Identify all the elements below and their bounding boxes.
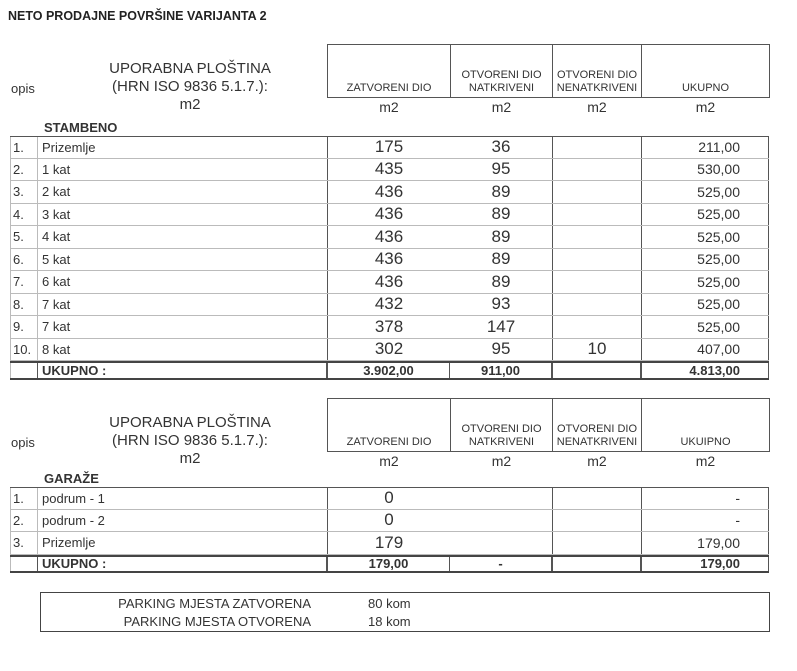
cell-nenatkriveni — [552, 557, 641, 572]
row-number: 1. — [10, 488, 38, 509]
row-label: 7 kat — [42, 296, 71, 312]
cell-zatvoreni: 3.902,00 — [327, 363, 450, 378]
row-label: 7 kat — [42, 319, 71, 335]
document-title: NETO PRODAJNE POVRŠINE VARIJANTA 2 — [8, 9, 267, 23]
col-header-ukupno — [641, 44, 770, 98]
row-number: 1. — [10, 137, 38, 158]
parking-closed-label: PARKING MJESTA ZATVORENA — [118, 596, 311, 611]
row-number: 8. — [10, 294, 38, 316]
header-left-unit: m2 — [179, 96, 201, 113]
unit-nenatkriveni: m2 — [587, 99, 607, 115]
cell-nenatkriveni — [552, 510, 641, 532]
row-number: 6. — [10, 249, 38, 271]
col-header-nenatkriveni — [552, 398, 642, 452]
cell-ukupno: 211,00 — [641, 137, 769, 158]
cell-nenatkriveni — [552, 226, 641, 248]
cell-zatvoreni: 435 — [327, 159, 450, 181]
cell-zatvoreni: 302 — [327, 339, 450, 361]
header-left — [80, 60, 300, 114]
row-number: 10. — [10, 339, 38, 361]
cell-nenatkriveni — [552, 294, 641, 316]
opis-label: opis — [11, 435, 35, 450]
unit-natkriveni: m2 — [491, 99, 512, 115]
cell-nenatkriveni — [552, 204, 641, 226]
parking-box — [40, 592, 770, 632]
cell-ukupno: 525,00 — [641, 294, 769, 316]
cell-natkriveni — [450, 532, 552, 554]
header-left — [80, 414, 300, 468]
cell-natkriveni: 147 — [486, 316, 516, 336]
total-row — [10, 361, 769, 380]
cell-natkriveni — [450, 488, 552, 509]
col-header-nenatkriveni-text: OTVORENI DIO NENATKRIVENI — [556, 69, 638, 94]
cell-natkriveni — [450, 510, 552, 532]
col-header-zatvoreni — [327, 398, 451, 452]
unit-nenatkriveni: m2 — [587, 453, 607, 469]
header-left-line2: (HRN ISO 9836 5.1.7.): — [112, 432, 268, 449]
row-number: 2. — [10, 510, 38, 532]
row-label: 3 kat — [42, 206, 71, 222]
row-number: 3. — [10, 181, 38, 203]
header-left-line1: UPORABNA PLOŠTINA — [109, 60, 271, 77]
cell-ukupno: 179,00 — [641, 557, 769, 572]
cell-zatvoreni: 378 — [327, 316, 450, 338]
cell-nenatkriveni — [552, 316, 641, 338]
header-left-line1: UPORABNA PLOŠTINA — [109, 414, 271, 431]
col-header-nenatkriveni-text: OTVORENI DIO NENATKRIVENI — [556, 423, 638, 448]
row-label: Prizemlje — [42, 139, 96, 155]
col-header-natkriveni — [450, 398, 553, 452]
row-label: podrum - 2 — [42, 512, 105, 528]
table-row — [10, 204, 769, 227]
cell-zatvoreni: 175 — [327, 137, 450, 158]
cell-zatvoreni: 0 — [327, 510, 450, 532]
total-row — [10, 555, 769, 574]
table-row — [10, 271, 769, 294]
cell-natkriveni: 911,00 — [450, 363, 552, 378]
unit-ukupno: m2 — [695, 453, 716, 469]
parking-open-value: 18 kom — [368, 614, 411, 629]
cell-zatvoreni: 436 — [327, 249, 450, 271]
table-row — [10, 339, 769, 362]
col-header-natkriveni — [450, 44, 553, 98]
cell-zatvoreni: 436 — [327, 226, 450, 248]
cell-zatvoreni: 0 — [327, 488, 450, 509]
cell-zatvoreni: 432 — [327, 294, 450, 316]
cell-zatvoreni: 179,00 — [327, 557, 450, 572]
cell-ukupno: - — [641, 488, 769, 509]
cell-natkriveni: 89 — [491, 249, 511, 269]
table-row — [10, 510, 769, 533]
col-header-ukupno-text: UKUPNO — [681, 82, 730, 94]
header-left-unit: m2 — [179, 450, 201, 467]
table-row — [10, 294, 769, 317]
row-label: 8 kat — [42, 341, 71, 357]
table-row — [10, 532, 769, 555]
unit-zatvoreni: m2 — [379, 453, 399, 469]
cell-natkriveni: 95 — [491, 339, 511, 359]
row-number: 3. — [10, 532, 38, 554]
cell-zatvoreni: 436 — [327, 204, 450, 226]
table-row — [10, 316, 769, 339]
row-label: 1 kat — [42, 161, 71, 177]
row-label: podrum - 1 — [42, 490, 105, 506]
header-left-line2: (HRN ISO 9836 5.1.7.): — [112, 78, 268, 95]
row-label: UKUPNO : — [38, 363, 327, 378]
col-header-zatvoreni-text: ZATVORENI DIO — [346, 436, 432, 448]
cell-natkriveni: 93 — [491, 294, 511, 314]
opis-label: opis — [11, 81, 35, 96]
table-row — [10, 181, 769, 204]
unit-natkriveni: m2 — [491, 453, 512, 469]
table-row — [10, 487, 769, 510]
cell-zatvoreni: 179 — [327, 532, 450, 554]
unit-zatvoreni: m2 — [379, 99, 399, 115]
row-number: 9. — [10, 316, 38, 338]
table-row — [10, 226, 769, 249]
cell-ukupno: 525,00 — [641, 181, 769, 203]
cell-ukupno: 530,00 — [641, 159, 769, 181]
cell-zatvoreni: 436 — [327, 271, 450, 293]
section-label: STAMBENO — [44, 120, 118, 135]
cell-zatvoreni: 436 — [327, 181, 450, 203]
cell-nenatkriveni — [552, 363, 641, 378]
row-number: 5. — [10, 226, 38, 248]
cell-nenatkriveni — [552, 271, 641, 293]
cell-natkriveni: 36 — [491, 137, 511, 157]
cell-nenatkriveni: 10 — [552, 339, 641, 361]
cell-nenatkriveni — [552, 159, 641, 181]
cell-ukupno: 179,00 — [641, 532, 769, 554]
cell-natkriveni: 89 — [491, 271, 511, 291]
col-header-zatvoreni-text: ZATVORENI DIO — [346, 82, 432, 94]
cell-ukupno: 525,00 — [641, 204, 769, 226]
cell-nenatkriveni — [552, 532, 641, 554]
row-number — [10, 557, 38, 572]
cell-ukupno: 525,00 — [641, 226, 769, 248]
cell-natkriveni: 89 — [491, 181, 511, 201]
parking-open-label: PARKING MJESTA OTVORENA — [123, 614, 311, 629]
cell-natkriveni: - — [450, 557, 552, 572]
cell-nenatkriveni — [552, 137, 641, 158]
col-header-nenatkriveni — [552, 44, 642, 98]
col-header-zatvoreni — [327, 44, 451, 98]
cell-ukupno: 525,00 — [641, 316, 769, 338]
table-row — [10, 249, 769, 272]
col-header-ukupno — [641, 398, 770, 452]
row-number — [10, 363, 38, 378]
cell-natkriveni: 95 — [491, 159, 511, 179]
cell-ukupno: - — [641, 510, 769, 532]
cell-ukupno: 407,00 — [641, 339, 769, 361]
col-header-ukupno-text: UKUIPNO — [680, 436, 731, 448]
cell-natkriveni: 89 — [491, 226, 511, 246]
cell-ukupno: 525,00 — [641, 249, 769, 271]
row-label: 6 kat — [42, 274, 71, 290]
cell-nenatkriveni — [552, 249, 641, 271]
row-number: 2. — [10, 159, 38, 181]
row-label: 2 kat — [42, 184, 71, 200]
row-number: 4. — [10, 204, 38, 226]
cell-nenatkriveni — [552, 488, 641, 509]
cell-ukupno: 525,00 — [641, 271, 769, 293]
cell-ukupno: 4.813,00 — [641, 363, 769, 378]
row-label: 5 kat — [42, 251, 71, 267]
unit-ukupno: m2 — [695, 99, 716, 115]
row-number: 7. — [10, 271, 38, 293]
col-header-natkriveni-text: OTVORENI DIO NATKRIVENI — [461, 423, 542, 448]
cell-nenatkriveni — [552, 181, 641, 203]
row-label: UKUPNO : — [38, 557, 327, 572]
table-row — [10, 136, 769, 159]
row-label: 4 kat — [42, 229, 71, 245]
section-label: GARAŽE — [44, 471, 99, 486]
parking-closed-value: 80 kom — [368, 596, 411, 611]
cell-natkriveni: 89 — [491, 204, 511, 224]
col-header-natkriveni-text: OTVORENI DIO NATKRIVENI — [461, 69, 542, 94]
table-row — [10, 159, 769, 182]
row-label: Prizemlje — [42, 535, 96, 551]
